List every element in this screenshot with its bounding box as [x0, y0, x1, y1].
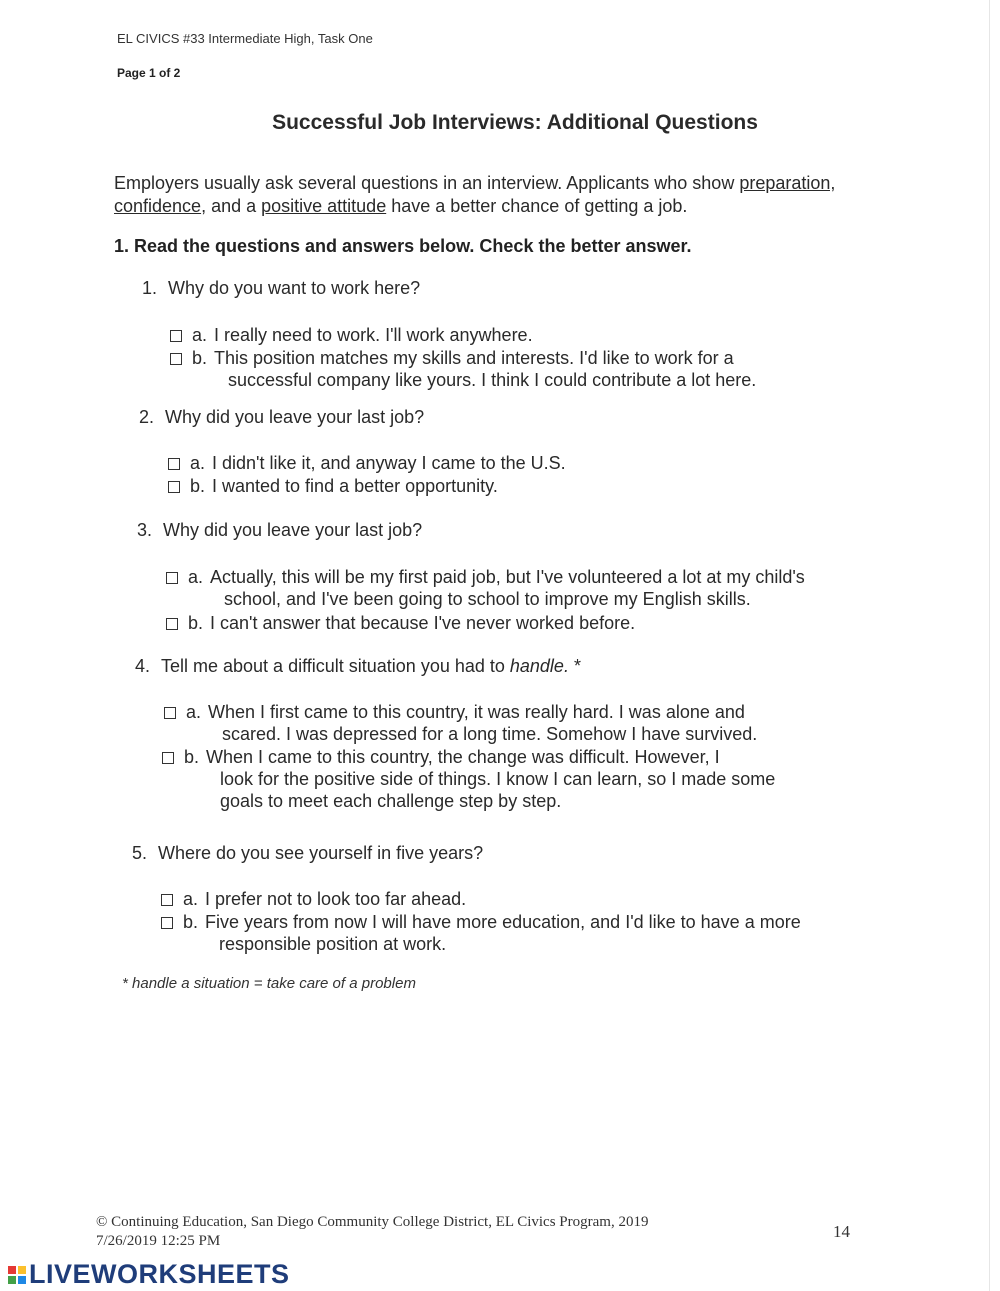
intro-underline-confidence: confidence [114, 196, 202, 216]
checkbox-5a[interactable] [161, 894, 173, 906]
intro-text-3: , and a [201, 196, 262, 216]
question-text: Why do you want to work here? [168, 278, 421, 298]
option-text: I can't answer that because I've never worked before. [210, 613, 636, 633]
option-text-cont: successful company like yours. I think I could contribute a lot here. [228, 370, 757, 390]
option-text-cont: scared. I was depressed for a long time. Somehow I have survived. [222, 724, 758, 744]
question-number: 5. [132, 843, 148, 863]
question-number: 3. [137, 520, 153, 540]
option-4b [162, 746, 775, 812]
checkbox-3a[interactable] [166, 572, 178, 584]
checkbox-4b[interactable] [162, 752, 174, 764]
option-letter: a. [188, 567, 204, 587]
checkbox-3b[interactable] [166, 618, 178, 630]
intro-text-4: have a better chance of getting a job. [386, 196, 688, 216]
question-number: 1. [142, 278, 158, 298]
question-3 [137, 520, 422, 541]
instruction: 1. Read the questions and answers below. Check the better answer. [114, 236, 692, 256]
option-text: When I came to this country, the change was difficult. However, I [206, 747, 720, 767]
checkbox-2b[interactable] [168, 481, 180, 493]
option-3a [166, 566, 805, 610]
question-text-tail: * [568, 656, 581, 676]
option-letter: b. [183, 912, 199, 932]
option-5b [161, 911, 801, 955]
intro-paragraph [114, 172, 924, 218]
option-5a [161, 888, 466, 910]
option-text: I wanted to find a better opportunity. [212, 476, 498, 496]
option-2a [168, 452, 566, 474]
option-text: Actually, this will be my first paid job, but I've volunteered a lot at my child's [210, 567, 805, 587]
footer [96, 1213, 648, 1251]
option-text-cont: goals to meet each challenge step by step. [220, 791, 562, 811]
intro-underline-positive-attitude: positive attitude [261, 196, 387, 216]
course-header: EL CIVICS #33 Intermediate High, Task One [117, 31, 373, 46]
liveworksheets-logo[interactable] [8, 1259, 290, 1290]
logo-square-green [8, 1276, 16, 1284]
logo-mark-icon [8, 1266, 26, 1284]
option-text: Five years from now I will have more education, and I'd like to have a more [205, 912, 801, 932]
checkbox-2a[interactable] [168, 458, 180, 470]
option-text-cont: look for the positive side of things. I know I can learn, so I made some [220, 769, 776, 789]
option-text: This position matches my skills and interests. I'd like to work for a [214, 348, 734, 368]
scan-edge [989, 0, 990, 1291]
option-letter: b. [188, 613, 204, 633]
option-text: I didn't like it, and anyway I came to the U.S. [212, 453, 566, 473]
page-number: 14 [833, 1222, 850, 1241]
option-letter: a. [190, 453, 206, 473]
intro-text-1: Employers usually ask several questions in an interview. Applicants who show [114, 173, 740, 193]
footer-copyright: © Continuing Education, San Diego Community College District, EL Civics Program, 2019 [96, 1214, 649, 1230]
question-number: 2. [139, 407, 155, 427]
option-text: When I first came to this country, it was really hard. I was alone and [208, 702, 745, 722]
option-letter: a. [192, 325, 208, 345]
question-number: 4. [135, 656, 151, 676]
logo-square-yellow [18, 1266, 26, 1274]
option-1a [170, 324, 533, 346]
question-text-em: handle. [509, 656, 569, 676]
logo-square-red [8, 1266, 16, 1274]
question-text: Why did you leave your last job? [165, 407, 425, 427]
intro-underline-preparation: preparation, [739, 173, 836, 193]
question-text: Tell me about a difficult situation you had to [161, 656, 510, 676]
question-4 [135, 656, 581, 677]
option-2b [168, 475, 498, 497]
logo-square-blue [18, 1276, 26, 1284]
footnote: * handle a situation = take care of a problem [122, 975, 416, 992]
option-1b [170, 347, 756, 391]
option-letter: a. [186, 702, 202, 722]
page-title: Successful Job Interviews: Additional Questions [272, 111, 758, 134]
question-1 [142, 278, 420, 299]
option-letter: a. [183, 889, 199, 909]
checkbox-1a[interactable] [170, 330, 182, 342]
question-2 [139, 407, 424, 428]
option-text-cont: school, and I've been going to school to improve my English skills. [224, 589, 751, 609]
option-4a [164, 701, 757, 745]
option-letter: b. [190, 476, 206, 496]
question-5 [132, 843, 483, 864]
question-text: Where do you see yourself in five years? [158, 843, 484, 863]
page-indicator: Page 1 of 2 [117, 66, 181, 80]
question-text: Why did you leave your last job? [163, 520, 423, 540]
checkbox-4a[interactable] [164, 707, 176, 719]
option-letter: b. [184, 747, 200, 767]
option-text: I prefer not to look too far ahead. [205, 889, 467, 909]
checkbox-5b[interactable] [161, 917, 173, 929]
option-text-cont: responsible position at work. [219, 934, 447, 954]
option-text: I really need to work. I'll work anywhere. [214, 325, 533, 345]
footer-date: 7/26/2019 12:25 PM [96, 1233, 221, 1249]
checkbox-1b[interactable] [170, 353, 182, 365]
logo-wordmark: LIVEWORKSHEETS [29, 1259, 290, 1289]
option-3b [166, 612, 635, 634]
option-letter: b. [192, 348, 208, 368]
